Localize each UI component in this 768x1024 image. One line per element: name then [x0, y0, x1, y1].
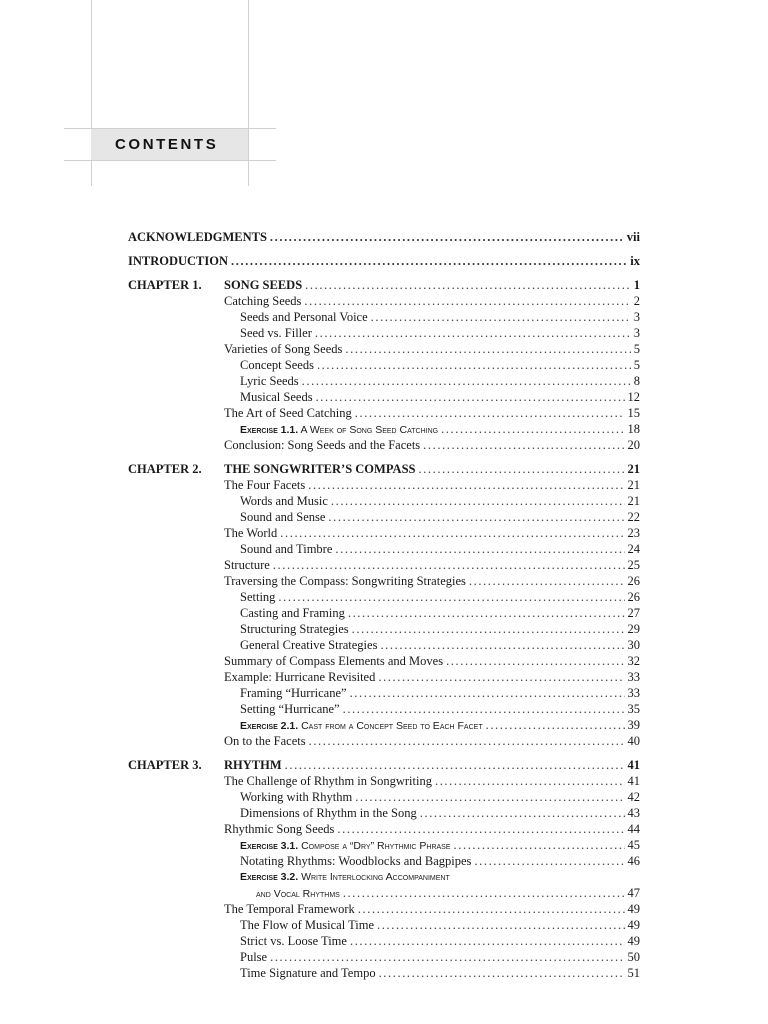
- dot-leader: [355, 405, 625, 421]
- entry-title: Example: Hurricane Revisited: [224, 670, 376, 684]
- toc-section-entry[interactable]: [128, 493, 640, 509]
- dot-leader: [435, 773, 625, 789]
- entry-title: Dimensions of Rhythm in the Song: [240, 806, 417, 820]
- page-number: 33: [627, 686, 640, 700]
- toc-section-entry[interactable]: [128, 477, 640, 493]
- entry-title: Conclusion: Song Seeds and the Facets: [224, 438, 421, 452]
- toc-section-entry[interactable]: [128, 733, 640, 749]
- exercise-number: Exercise 3.1.: [240, 840, 299, 852]
- exercise-number: Exercise 3.2.: [240, 871, 299, 883]
- page-number: 20: [627, 438, 640, 452]
- dot-leader: [316, 389, 625, 405]
- dot-leader: [328, 509, 624, 525]
- page-number: 46: [627, 854, 640, 868]
- toc-section-entry[interactable]: [128, 509, 640, 525]
- chapter-label: CHAPTER 3.: [128, 758, 202, 772]
- entry-title: The Temporal Framework: [224, 902, 355, 916]
- toc-section-entry[interactable]: [128, 621, 640, 637]
- dot-leader: [273, 557, 625, 573]
- entry-title: Working with Rhythm: [240, 790, 353, 804]
- page-number: 35: [627, 702, 640, 716]
- entry-title: Pulse: [240, 950, 268, 964]
- toc-section-entry[interactable]: [128, 405, 640, 421]
- toc-section-entry[interactable]: [128, 357, 640, 373]
- page-number: 24: [627, 542, 640, 556]
- toc-section-entry[interactable]: [128, 373, 640, 389]
- toc-section-entry[interactable]: [128, 669, 640, 685]
- page-number: 27: [627, 606, 640, 620]
- dot-leader: [474, 853, 624, 869]
- entry-title: The Flow of Musical Time: [240, 918, 375, 932]
- page-number: 39: [627, 718, 640, 732]
- dot-leader: [270, 229, 624, 245]
- toc-chapter-heading[interactable]: [128, 757, 640, 773]
- page-number: 21: [627, 462, 640, 476]
- toc-section-entry[interactable]: [128, 573, 640, 589]
- dot-leader: [423, 437, 624, 453]
- toc-section-entry[interactable]: [128, 805, 640, 821]
- exercise-title: Compose a “Dry” Rhythmic Phrase: [301, 840, 451, 852]
- dot-leader: [305, 277, 631, 293]
- dot-leader: [315, 325, 631, 341]
- page-number: 18: [627, 422, 640, 436]
- page-number: 22: [627, 510, 640, 524]
- dot-leader: [270, 949, 624, 965]
- entry-title: Lyric Seeds: [240, 374, 299, 388]
- dot-leader: [418, 461, 624, 477]
- entry-title: General Creative Strategies: [240, 638, 378, 652]
- page-number: 21: [627, 494, 640, 508]
- toc-exercise-entry[interactable]: [128, 869, 640, 885]
- entry-title: The World: [224, 526, 278, 540]
- page-number: 26: [627, 574, 640, 588]
- dot-leader: [380, 637, 624, 653]
- dot-leader: [350, 685, 625, 701]
- entry-title: Summary of Compass Elements and Moves: [224, 654, 444, 668]
- toc-section-entry[interactable]: [128, 653, 640, 669]
- entry-title: Notating Rhythms: Woodblocks and Bagpipes: [240, 854, 472, 868]
- page-number: 5: [633, 358, 640, 372]
- dot-leader: [352, 621, 625, 637]
- toc-section-entry[interactable]: [128, 437, 640, 453]
- exercise-label: [240, 718, 483, 734]
- toc-exercise-entry[interactable]: [128, 837, 640, 853]
- page-number: 32: [627, 654, 640, 668]
- toc-section-entry[interactable]: [128, 821, 640, 837]
- entry-title: Setting: [240, 590, 276, 604]
- exercise-label: [240, 838, 451, 854]
- page-number: ix: [630, 254, 640, 268]
- dot-leader: [337, 821, 624, 837]
- entry-title: The Art of Seed Catching: [224, 406, 352, 420]
- toc-section-entry[interactable]: [128, 901, 640, 917]
- toc-section-entry[interactable]: [128, 917, 640, 933]
- toc-section-entry[interactable]: [128, 341, 640, 357]
- entry-title: INTRODUCTION: [128, 254, 229, 268]
- toc-section-entry[interactable]: [128, 325, 640, 341]
- dot-leader: [355, 789, 624, 805]
- entry-title: Structuring Strategies: [240, 622, 349, 636]
- dot-leader: [345, 341, 630, 357]
- decorative-vertical-rule-right: [248, 0, 249, 186]
- entry-title: The Four Facets: [224, 478, 306, 492]
- toc-chapter-heading[interactable]: [128, 277, 640, 293]
- page-number: 40: [627, 734, 640, 748]
- page-number: 5: [633, 342, 640, 356]
- entry-title: Seeds and Personal Voice: [240, 310, 368, 324]
- toc-chapter-heading[interactable]: [128, 461, 640, 477]
- dot-leader: [343, 885, 625, 901]
- exercise-label: [240, 869, 450, 885]
- dot-leader: [441, 421, 624, 437]
- dot-leader: [317, 357, 631, 373]
- toc-section-entry[interactable]: [128, 701, 640, 717]
- dot-leader: [469, 573, 625, 589]
- dot-leader: [304, 293, 630, 309]
- exercise-title-continued: and Vocal Rhythms: [256, 888, 340, 900]
- page-number: 29: [627, 622, 640, 636]
- page-number: 49: [627, 918, 640, 932]
- toc-section-entry[interactable]: [128, 309, 640, 325]
- page-number: 12: [627, 390, 640, 404]
- entry-title: The Challenge of Rhythm in Songwriting: [224, 774, 432, 788]
- table-of-contents: [128, 229, 640, 981]
- exercise-title: A Week of Song Seed Catching: [300, 424, 439, 436]
- page-number: 51: [627, 966, 640, 980]
- toc-exercise-continuation: [128, 885, 640, 901]
- dot-leader: [335, 541, 624, 557]
- toc-section-entry[interactable]: [128, 965, 640, 981]
- dot-leader: [309, 733, 625, 749]
- dot-leader: [358, 901, 625, 917]
- chapter-title: RHYTHM: [224, 758, 282, 772]
- exercise-label: [240, 422, 438, 438]
- page-number: 41: [627, 774, 640, 788]
- entry-title: Concept Seeds: [240, 358, 314, 372]
- toc-section-entry[interactable]: [128, 525, 640, 541]
- entry-title: Traversing the Compass: Songwriting Strategies: [224, 574, 466, 588]
- entry-title: Structure: [224, 558, 270, 572]
- dot-leader: [379, 965, 625, 981]
- page-number: 42: [627, 790, 640, 804]
- dot-leader: [280, 525, 624, 541]
- toc-section-entry[interactable]: [128, 389, 640, 405]
- entry-title: On to the Facets: [224, 734, 306, 748]
- toc-section-entry[interactable]: [128, 773, 640, 789]
- entry-title: Words and Music: [240, 494, 328, 508]
- toc-exercise-entry[interactable]: [128, 717, 640, 733]
- toc-section-entry[interactable]: [128, 541, 640, 557]
- entry-title: ACKNOWLEDGMENTS: [128, 230, 267, 244]
- toc-section-entry[interactable]: [128, 557, 640, 573]
- toc-section-entry[interactable]: [128, 685, 640, 701]
- dot-leader: [285, 757, 625, 773]
- entry-title: Catching Seeds: [224, 294, 302, 308]
- toc-exercise-entry[interactable]: [128, 421, 640, 437]
- page-number: 15: [627, 406, 640, 420]
- page-number: 47: [627, 886, 640, 900]
- toc-entry-front-matter[interactable]: [128, 253, 640, 277]
- page-title: CONTENTS: [115, 136, 219, 153]
- dot-leader: [446, 653, 624, 669]
- page-number: 49: [627, 934, 640, 948]
- decorative-horizontal-rule-top: [64, 128, 276, 129]
- dot-leader: [377, 917, 624, 933]
- page-number: 3: [633, 310, 640, 324]
- exercise-title: Cast from a Concept Seed to Each Facet: [301, 720, 483, 732]
- entry-title: Seed vs. Filler: [240, 326, 312, 340]
- chapter-label: CHAPTER 2.: [128, 462, 202, 476]
- page-number: 49: [627, 902, 640, 916]
- exercise-number: Exercise 1.1.: [240, 424, 299, 436]
- dot-leader: [378, 669, 624, 685]
- chapter-title: THE SONGWRITER’S COMPASS: [224, 462, 416, 476]
- page-number: vii: [626, 230, 640, 244]
- page-number: 50: [627, 950, 640, 964]
- dot-leader: [454, 837, 625, 853]
- page-number: 33: [627, 670, 640, 684]
- entry-title: Rhythmic Song Seeds: [224, 822, 335, 836]
- toc-section-entry[interactable]: [128, 637, 640, 653]
- entry-title: Casting and Framing: [240, 606, 345, 620]
- entry-title: Time Signature and Tempo: [240, 966, 376, 980]
- dot-leader: [308, 477, 624, 493]
- entry-title: Strict vs. Loose Time: [240, 934, 347, 948]
- page-number: 26: [627, 590, 640, 604]
- chapter-title: SONG SEEDS: [224, 278, 303, 292]
- page-number: 8: [633, 374, 640, 388]
- dot-leader: [350, 933, 625, 949]
- decorative-horizontal-rule-bottom: [64, 160, 276, 161]
- entry-title: Sound and Sense: [240, 510, 326, 524]
- toc-section-entry[interactable]: [128, 853, 640, 869]
- dot-leader: [420, 805, 625, 821]
- entry-title: Varieties of Song Seeds: [224, 342, 343, 356]
- page-number: 30: [627, 638, 640, 652]
- entry-title: Musical Seeds: [240, 390, 313, 404]
- toc-section-entry[interactable]: [128, 933, 640, 949]
- dot-leader: [343, 701, 625, 717]
- toc-section-entry[interactable]: [128, 949, 640, 965]
- page-number: 1: [633, 278, 640, 292]
- toc-section-entry[interactable]: [128, 293, 640, 309]
- exercise-title: Write Interlocking Accompaniment: [301, 871, 450, 883]
- page-number: 41: [627, 758, 640, 772]
- page-number: 21: [627, 478, 640, 492]
- entry-title: Setting “Hurricane”: [240, 702, 340, 716]
- dot-leader: [278, 589, 624, 605]
- dot-leader: [348, 605, 625, 621]
- page-number: 23: [627, 526, 640, 540]
- dot-leader: [486, 717, 625, 733]
- entry-title: Framing “Hurricane”: [240, 686, 347, 700]
- exercise-number: Exercise 2.1.: [240, 720, 299, 732]
- dot-leader: [231, 253, 627, 269]
- toc-section-entry[interactable]: [128, 605, 640, 621]
- chapter-label: CHAPTER 1.: [128, 278, 202, 292]
- dot-leader: [302, 373, 631, 389]
- page-number: 43: [627, 806, 640, 820]
- toc-entry-front-matter[interactable]: [128, 229, 640, 253]
- dot-leader: [331, 493, 625, 509]
- toc-section-entry[interactable]: [128, 589, 640, 605]
- dot-leader: [371, 309, 631, 325]
- page-number: 3: [633, 326, 640, 340]
- toc-section-entry[interactable]: [128, 789, 640, 805]
- page-number: 25: [627, 558, 640, 572]
- page-number: 44: [627, 822, 640, 836]
- entry-title: Sound and Timbre: [240, 542, 333, 556]
- page-number: 45: [627, 838, 640, 852]
- page-number: 2: [633, 294, 640, 308]
